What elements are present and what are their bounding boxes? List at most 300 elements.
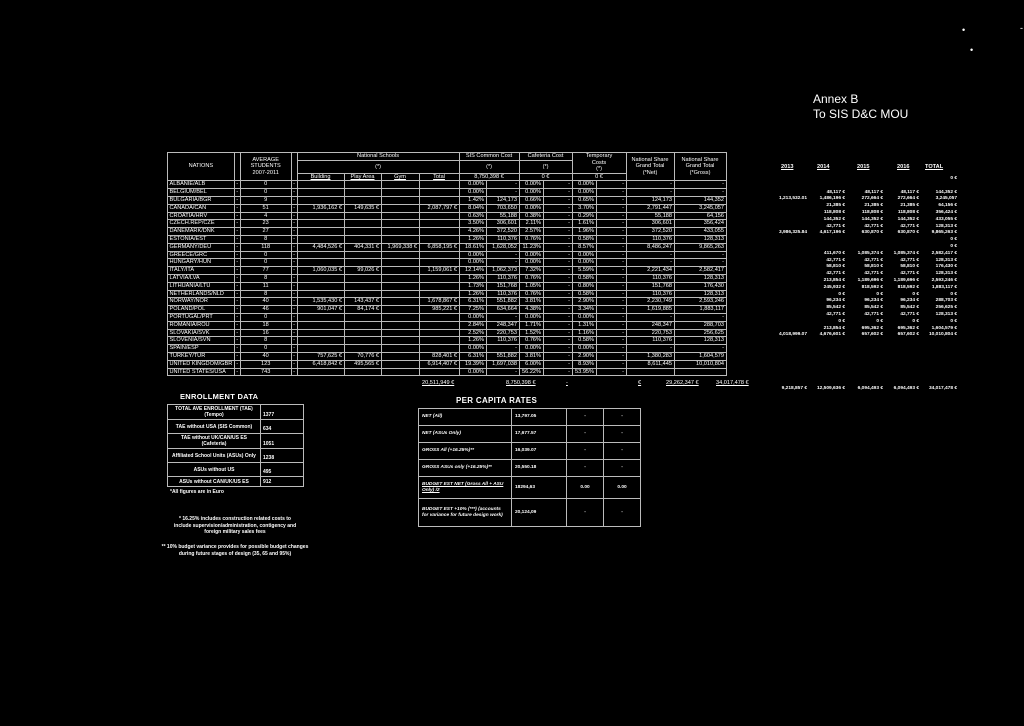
cell-nation: LITHUANIA/LTU	[168, 282, 235, 290]
per-capita-table	[418, 408, 641, 527]
cell-gym	[381, 212, 419, 220]
proj-total: 128,313 €	[935, 271, 957, 277]
cell-cafeteria-pct: 0.76%	[519, 274, 543, 282]
temporary-total: 0 €	[572, 173, 626, 181]
cell-schools-total: 1,678,867 €	[419, 298, 459, 306]
cell-sep: -	[293, 314, 296, 321]
proj-2014: 411,670 €	[823, 250, 845, 256]
nation-row	[168, 282, 727, 290]
cell-sep: -	[236, 329, 239, 336]
cell-sep: -	[236, 267, 239, 274]
cell-nation: SPAIN/ESP	[168, 345, 235, 353]
proj-total: 3,245,057	[935, 196, 957, 202]
cell-gym	[381, 313, 419, 321]
cell-grand-net: 110,376	[626, 274, 674, 282]
cell-temporary-pct: 0.58%	[572, 274, 596, 282]
proj-2015: 630,870 €	[861, 230, 883, 236]
cell-nation: DANEMARK/DNK	[168, 228, 235, 236]
cell-sis-value: 151,768	[486, 282, 519, 290]
cell-grand-net: -	[626, 345, 674, 353]
per-capita-row: BUDGET EST NET (Gross All + ASU Only) /2 18294,63 0.00 0.00	[419, 477, 641, 499]
cell-sep: -	[293, 228, 296, 235]
cell-temporary-value: -	[596, 212, 626, 220]
cell-play-area: 495,565 €	[344, 360, 381, 368]
cell-nation: PORTUGAL/PRT	[168, 313, 235, 321]
cell-cafeteria-value: -	[543, 274, 572, 282]
cell-sis-value: -	[486, 251, 519, 259]
cell-temporary-value: -	[596, 220, 626, 228]
cell-sis-pct: 2.52%	[459, 329, 486, 337]
header-gym: Gym	[381, 173, 419, 181]
cell-sis-value: 110,376	[486, 274, 519, 282]
cell-temporary-value: -	[596, 181, 626, 189]
cell-temporary-value: -	[596, 360, 626, 368]
cell-cafeteria-value: -	[543, 251, 572, 259]
cell-schools-total: 2,087,797 €	[419, 204, 459, 212]
cell-sis-pct: 1.26%	[459, 337, 486, 345]
cell-grand-net: 306,601	[626, 220, 674, 228]
proj-2015: 818,592 €	[861, 284, 883, 290]
cell-temporary-value: -	[596, 189, 626, 197]
cell-students: 23	[240, 220, 291, 228]
cell-sis-pct: 1.42%	[459, 196, 486, 204]
cell-sis-value: 110,376	[486, 290, 519, 298]
cell-cafeteria-value: -	[543, 220, 572, 228]
cell-gym	[381, 345, 419, 353]
cell-gym	[381, 298, 419, 306]
cell-schools-total	[419, 251, 459, 259]
enrollment-row: ASUs without US 495	[168, 463, 304, 477]
cell-temporary-value: -	[596, 235, 626, 243]
cell-sis-value: 634,664	[486, 306, 519, 314]
proj-2015: 96,234 €	[864, 298, 883, 304]
cell-gym	[381, 274, 419, 282]
header-grand-gross: National Share Grand Total (*Gross)	[674, 153, 726, 181]
proj-2014: 0 €	[838, 291, 845, 297]
proj-total: 10,010,804 €	[928, 332, 957, 338]
proj-2015: 42,771 €	[864, 271, 883, 277]
cell-grand-gross: 356,424	[674, 220, 726, 228]
cell-sis-value: 55,188	[486, 212, 519, 220]
cell-students: 46	[240, 306, 291, 314]
cell-cafeteria-pct: 0.00%	[519, 345, 543, 353]
cell-nation: LATVIA/LVA	[168, 274, 235, 282]
proj-total: 2,582,417 €	[931, 250, 957, 256]
nation-row	[168, 267, 727, 275]
cell-sis-value: 306,601	[486, 220, 519, 228]
per-capita-row: GROSS All (+16.25%)** 16,039.07 - -	[419, 443, 641, 460]
proj-2014: 42,771 €	[826, 223, 845, 229]
proj-total: 356,424 €	[935, 209, 957, 215]
cell-building: 1,060,035 €	[297, 267, 344, 275]
cell-building	[297, 251, 344, 259]
cell-sep: -	[236, 228, 239, 235]
cell-sis-pct: 8.04%	[459, 204, 486, 212]
cell-nation: ESTONIA/EST	[168, 235, 235, 243]
cell-cafeteria-value: -	[543, 368, 572, 376]
cell-sis-value: 110,376	[486, 235, 519, 243]
cell-temporary-pct: 1.31%	[572, 321, 596, 329]
enrollment-row: ASUs without CAN/UK/US ES 912	[168, 477, 304, 487]
proj-2015: 695,362 €	[861, 325, 883, 331]
header-national-schools-note: (*)	[297, 161, 459, 173]
header-cafeteria-note: (*)	[519, 161, 572, 173]
cell-cafeteria-pct: 0.00%	[519, 181, 543, 189]
cell-play-area: 143,437 €	[344, 298, 381, 306]
cell-schools-total	[419, 337, 459, 345]
cell-sep: -	[236, 360, 239, 367]
cell-grand-net: 248,347	[626, 321, 674, 329]
cell-play-area	[344, 313, 381, 321]
cell-schools-total	[419, 274, 459, 282]
cell-grand-gross: 128,313	[674, 290, 726, 298]
year-2013: 2013	[781, 164, 794, 170]
cell-sep: -	[293, 275, 296, 282]
cell-cafeteria-pct: 0.00%	[519, 313, 543, 321]
cell-play-area	[344, 189, 381, 197]
cell-building	[297, 259, 344, 267]
cell-nation: BULGARIA/BGR	[168, 196, 235, 204]
enrollment-row: TAE without USA (SIS Common) 634	[168, 420, 304, 434]
cell-grand-gross: 128,313	[674, 235, 726, 243]
cell-sep: -	[236, 298, 239, 305]
proj-2014: 48,117 €	[826, 189, 845, 195]
cell-cafeteria-pct: 0.00%	[519, 189, 543, 197]
cell-sis-value: 551,882	[486, 298, 519, 306]
cell-sep: -	[236, 197, 239, 204]
cell-sep: -	[293, 298, 296, 305]
cell-nation: GREECE/GRC	[168, 251, 235, 259]
cell-temporary-value: -	[596, 306, 626, 314]
cell-students: 8	[240, 274, 291, 282]
proj-total: 128,313 €	[935, 311, 957, 317]
cell-schools-total	[419, 345, 459, 353]
cell-sis-pct: 6.31%	[459, 298, 486, 306]
proj-2016: 42,771 €	[900, 311, 919, 317]
cell-sep: -	[293, 197, 296, 204]
nation-row	[168, 189, 727, 197]
cell-sep: -	[293, 243, 296, 250]
cell-schools-total	[419, 181, 459, 189]
cell-temporary-pct: 0.65%	[572, 196, 596, 204]
cell-sis-pct: 0.00%	[459, 345, 486, 353]
cell-sep: -	[293, 259, 296, 266]
proj-2015: 1,189,696 €	[857, 277, 883, 283]
cell-sis-pct: 0.00%	[459, 181, 486, 189]
proj-2014: 245,932 €	[823, 284, 845, 290]
cell-nation: ALBANIE/ALB	[168, 181, 235, 189]
cell-temporary-pct: 2.90%	[572, 298, 596, 306]
cell-sep: -	[236, 368, 239, 375]
year-2016: 2016	[897, 164, 910, 170]
cell-students: 0	[240, 259, 291, 267]
cell-building: 901,047 €	[297, 306, 344, 314]
cell-sep: -	[236, 353, 239, 359]
enrollment-row: TOTAL AVE ENROLLMENT (TAE) (Tempo) 1377	[168, 405, 304, 420]
cell-students: 18	[240, 321, 291, 329]
cell-temporary-pct: 0.58%	[572, 290, 596, 298]
cell-cafeteria-pct: 0.00%	[519, 259, 543, 267]
cell-building	[297, 337, 344, 345]
annex-line-2: To SIS D&C MOU	[813, 107, 909, 121]
cell-temporary-value: -	[596, 313, 626, 321]
cell-cafeteria-value: -	[543, 267, 572, 275]
cell-cafeteria-pct: 2.57%	[519, 228, 543, 236]
cell-grand-gross: 9,865,263	[674, 243, 726, 251]
cell-sep: -	[293, 290, 296, 297]
proj-2016: 21,385 €	[900, 203, 919, 209]
cell-grand-gross: 2,593,246	[674, 298, 726, 306]
enrollment-table	[167, 404, 304, 487]
cell-sis-pct: 0.00%	[459, 368, 486, 376]
cell-temporary-pct: 0.00%	[572, 345, 596, 353]
nation-row	[168, 235, 727, 243]
cost-share-body	[168, 181, 727, 376]
cell-play-area	[344, 220, 381, 228]
cell-gym: 1,969,338 €	[381, 243, 419, 251]
proj-total: 0 €	[950, 318, 957, 324]
cell-cafeteria-value: -	[543, 337, 572, 345]
header-total: Total	[419, 173, 459, 181]
header-national-schools: National Schools	[297, 153, 459, 161]
cell-play-area	[344, 274, 381, 282]
cell-grand-net: 110,376	[626, 290, 674, 298]
cell-building	[297, 228, 344, 236]
proj-total: 433,055 €	[935, 216, 957, 222]
cell-gym	[381, 321, 419, 329]
cell-cafeteria-value: -	[543, 259, 572, 267]
cell-sis-value: -	[486, 181, 519, 189]
proj-2015: 118,808 €	[861, 209, 883, 215]
cell-schools-total	[419, 282, 459, 290]
cell-building	[297, 274, 344, 282]
cell-temporary-value: -	[596, 267, 626, 275]
cell-sep: -	[293, 345, 296, 352]
cell-temporary-pct: 8.57%	[572, 243, 596, 251]
cell-nation: GERMANY/DEU	[168, 243, 235, 251]
cell-cafeteria-value: -	[543, 321, 572, 329]
total-national-schools: 20,511,949 €	[422, 380, 455, 386]
proj-total: 0 €	[950, 237, 957, 243]
proj-2014: 213,854 €	[823, 277, 845, 283]
cell-schools-total	[419, 235, 459, 243]
cell-students: 0	[240, 181, 291, 189]
cell-schools-total	[419, 212, 459, 220]
cell-grand-net: 372,520	[626, 228, 674, 236]
cell-temporary-value: -	[596, 290, 626, 298]
cell-grand-gross: 433,055	[674, 228, 726, 236]
cell-sis-pct: 0.00%	[459, 189, 486, 197]
total-temporary: €	[638, 380, 642, 386]
cell-schools-total: 1,159,061 €	[419, 267, 459, 275]
cell-play-area	[344, 290, 381, 298]
cell-temporary-value: -	[596, 345, 626, 353]
nation-row	[168, 290, 727, 298]
cell-grand-gross: 128,313	[674, 337, 726, 345]
cell-students: 8	[240, 337, 291, 345]
cell-sis-value: 220,753	[486, 329, 519, 337]
cell-sep: -	[293, 204, 296, 211]
cell-building	[297, 196, 344, 204]
cell-cafeteria-value: -	[543, 196, 572, 204]
cell-cafeteria-value: -	[543, 306, 572, 314]
proj-2014: 58,810 €	[826, 264, 845, 270]
cell-grand-net: -	[626, 313, 674, 321]
cell-play-area	[344, 181, 381, 189]
cell-building: 757,625 €	[297, 352, 344, 360]
cell-grand-gross: 64,156	[674, 212, 726, 220]
proj-total-2015: 6,094,493 €	[857, 386, 883, 391]
cell-grand-net: -	[626, 189, 674, 197]
cell-cafeteria-value: -	[543, 282, 572, 290]
header-sis-common-note: (*)	[459, 161, 519, 173]
nation-row	[168, 220, 727, 228]
cell-nation: UNITED KINGDOM/GBR	[169, 360, 233, 367]
cell-temporary-value: -	[596, 337, 626, 345]
cell-grand-gross: -	[674, 259, 726, 267]
proj-2016: 85,542 €	[900, 305, 919, 311]
cell-students: 9	[240, 196, 291, 204]
cell-cafeteria-value: -	[543, 313, 572, 321]
cell-sep: -	[236, 259, 239, 266]
cell-sep: -	[293, 306, 296, 313]
year-2015: 2015	[857, 164, 870, 170]
proj-total-2016: 6,094,493 €	[893, 386, 919, 391]
cell-sis-value: 703,650	[486, 204, 519, 212]
cell-nation: SLOVAKIA/SVK	[168, 329, 235, 337]
proj-total-all: 34,017,478 €	[928, 386, 957, 391]
per-capita-row: NET (ASUs Only) 17,677.57 - -	[419, 426, 641, 443]
cell-building: 1,936,162 €	[297, 204, 344, 212]
cell-nation: HUNGARY/HUN	[168, 259, 235, 267]
cell-sep: -	[236, 337, 239, 344]
cell-sep: -	[236, 212, 239, 219]
cell-grand-net: 2,791,447	[626, 204, 674, 212]
cell-cafeteria-value: -	[543, 290, 572, 298]
cell-sep: -	[236, 236, 239, 243]
cell-students: 11	[240, 282, 291, 290]
header-cafeteria: Cafeteria Cost	[519, 153, 572, 161]
proj-total: 144,352 €	[935, 189, 957, 195]
cell-gym	[381, 196, 419, 204]
proj-total: 128,313 €	[935, 257, 957, 263]
cell-sep: -	[236, 189, 239, 196]
cell-students: 123	[240, 360, 291, 368]
proj-2016: 48,117 €	[900, 189, 919, 195]
year-2014: 2014	[817, 164, 830, 170]
cell-sep: -	[293, 220, 296, 227]
cell-schools-total	[419, 259, 459, 267]
cell-students: 40	[240, 298, 291, 306]
cell-temporary-pct: 0.58%	[572, 235, 596, 243]
proj-2015: 144,352 €	[861, 216, 883, 222]
cell-temporary-pct: 0.00%	[572, 313, 596, 321]
per-capita-row: BUDGET EST +10% (***) (accounts for variance for future design work) 20,124,09 - -	[419, 499, 641, 527]
cell-nation: POLAND/POL	[168, 306, 235, 314]
cell-temporary-pct: 8.93%	[572, 360, 596, 368]
cell-nation: ROMANIA/ROU	[168, 321, 235, 329]
cell-temporary-pct: 1.16%	[572, 329, 596, 337]
cell-building: 1,535,430 €	[297, 298, 344, 306]
cell-grand-gross: 1,604,579	[674, 352, 726, 360]
cell-gym	[381, 290, 419, 298]
cell-temporary-value: -	[596, 196, 626, 204]
proj-2015: 48,117 €	[864, 189, 883, 195]
cell-grand-net: 1,380,283	[626, 352, 674, 360]
cell-gym	[381, 352, 419, 360]
cell-sep: -	[293, 189, 296, 196]
cell-gym	[381, 329, 419, 337]
proj-2014: 42,771 €	[826, 271, 845, 277]
cell-building: 6,418,842 €	[297, 360, 344, 368]
proj-2014: 4,617,196 €	[819, 230, 845, 236]
enrollment-row: Affiliated School Units (ASUs) Only 1238	[168, 449, 304, 463]
cell-nation: SLOVENIA/SVN	[168, 337, 235, 345]
cell-temporary-value: -	[596, 368, 626, 376]
proj-2013: 3,986,325.84	[778, 230, 807, 236]
cell-play-area	[344, 235, 381, 243]
cell-schools-total: 6,858,195 €	[419, 243, 459, 251]
nation-row	[168, 345, 727, 353]
cell-schools-total	[419, 313, 459, 321]
sis-total: 8,750,398 €	[459, 173, 519, 181]
cell-building	[297, 345, 344, 353]
cell-grand-gross: -	[674, 313, 726, 321]
cell-sis-value: 248,347	[486, 321, 519, 329]
cell-building	[297, 321, 344, 329]
cell-cafeteria-value: -	[543, 360, 572, 368]
cell-sep: -	[293, 267, 296, 274]
cell-play-area	[344, 228, 381, 236]
cell-play-area: 149,635 €	[344, 204, 381, 212]
header-play-area: Play Area	[344, 173, 381, 181]
cell-sis-pct: 1.26%	[459, 235, 486, 243]
cell-cafeteria-value: -	[543, 235, 572, 243]
cell-grand-gross: 1,883,117	[674, 306, 726, 314]
cell-sep: -	[293, 212, 296, 219]
proj-total-2014: 12,509,636 €	[816, 386, 845, 391]
proj-total: 64,156 €	[938, 203, 957, 209]
proj-2015: 0 €	[876, 291, 883, 297]
cell-temporary-pct: 0.00%	[572, 181, 596, 189]
cell-building	[297, 290, 344, 298]
per-capita-row: NET (All) 13,797.05 - -	[419, 409, 641, 426]
nation-row	[168, 298, 727, 306]
proj-total: 176,430 €	[935, 264, 957, 270]
cell-grand-net: -	[626, 251, 674, 259]
cell-temporary-value: -	[596, 352, 626, 360]
cell-grand-net: 8,611,445	[626, 360, 674, 368]
annex-line-1: Annex B	[813, 92, 859, 106]
cell-grand-net: 2,221,434	[626, 267, 674, 275]
nation-row	[168, 368, 727, 376]
nation-row	[168, 181, 727, 189]
cell-gym	[381, 181, 419, 189]
cell-play-area: 99,026 €	[344, 267, 381, 275]
proj-total: 9,865,263 €	[931, 230, 957, 236]
cell-students: 8	[240, 235, 291, 243]
cell-cafeteria-value: -	[543, 298, 572, 306]
cell-cafeteria-pct: 0.76%	[519, 290, 543, 298]
cell-cafeteria-value: -	[543, 228, 572, 236]
cell-cafeteria-pct: 1.71%	[519, 321, 543, 329]
proj-2016: 657,602 €	[897, 332, 919, 338]
nation-row	[168, 259, 727, 267]
cell-temporary-pct: 0.80%	[572, 282, 596, 290]
cell-temporary-pct: 3.70%	[572, 204, 596, 212]
cell-sis-pct: 2.84%	[459, 321, 486, 329]
cell-grand-gross: 256,625	[674, 329, 726, 337]
